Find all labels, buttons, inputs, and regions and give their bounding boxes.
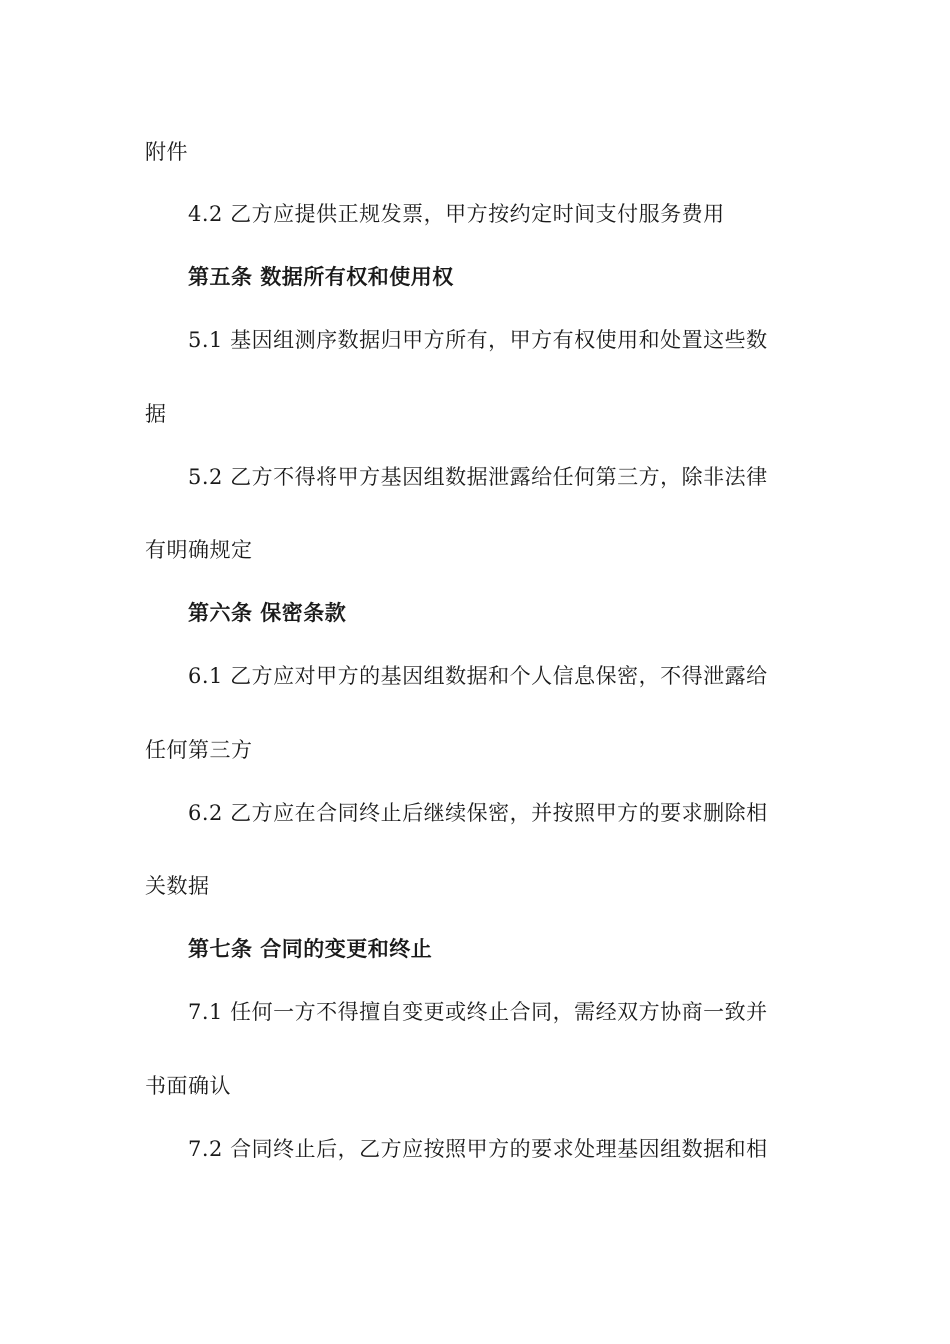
clause-5-2-continuation: 有明确规定 bbox=[145, 538, 253, 562]
paragraph-continuation: 附件 bbox=[145, 140, 188, 164]
clause-7-1: 7.1 任何一方不得擅自变更或终止合同，需经双方协商一致并 bbox=[188, 1000, 768, 1024]
clause-6-1: 6.1 乙方应对甲方的基因组数据和个人信息保密，不得泄露给 bbox=[188, 664, 768, 688]
article-7-heading: 第七条 合同的变更和终止 bbox=[188, 937, 433, 961]
clause-6-2-continuation: 关数据 bbox=[145, 874, 210, 898]
clause-7-1-continuation: 书面确认 bbox=[145, 1074, 231, 1098]
article-5-heading: 第五条 数据所有权和使用权 bbox=[188, 265, 454, 289]
clause-7-2: 7.2 合同终止后，乙方应按照甲方的要求处理基因组数据和相 bbox=[188, 1137, 768, 1161]
clause-6-1-continuation: 任何第三方 bbox=[145, 738, 253, 762]
clause-6-2: 6.2 乙方应在合同终止后继续保密，并按照甲方的要求删除相 bbox=[188, 801, 768, 825]
clause-5-2: 5.2 乙方不得将甲方基因组数据泄露给任何第三方，除非法律 bbox=[188, 465, 768, 489]
clause-5-1: 5.1 基因组测序数据归甲方所有，甲方有权使用和处置这些数 bbox=[188, 328, 768, 352]
clause-4-2: 4.2 乙方应提供正规发票，甲方按约定时间支付服务费用 bbox=[188, 202, 725, 226]
article-6-heading: 第六条 保密条款 bbox=[188, 601, 347, 625]
clause-5-1-continuation: 据 bbox=[145, 402, 167, 426]
